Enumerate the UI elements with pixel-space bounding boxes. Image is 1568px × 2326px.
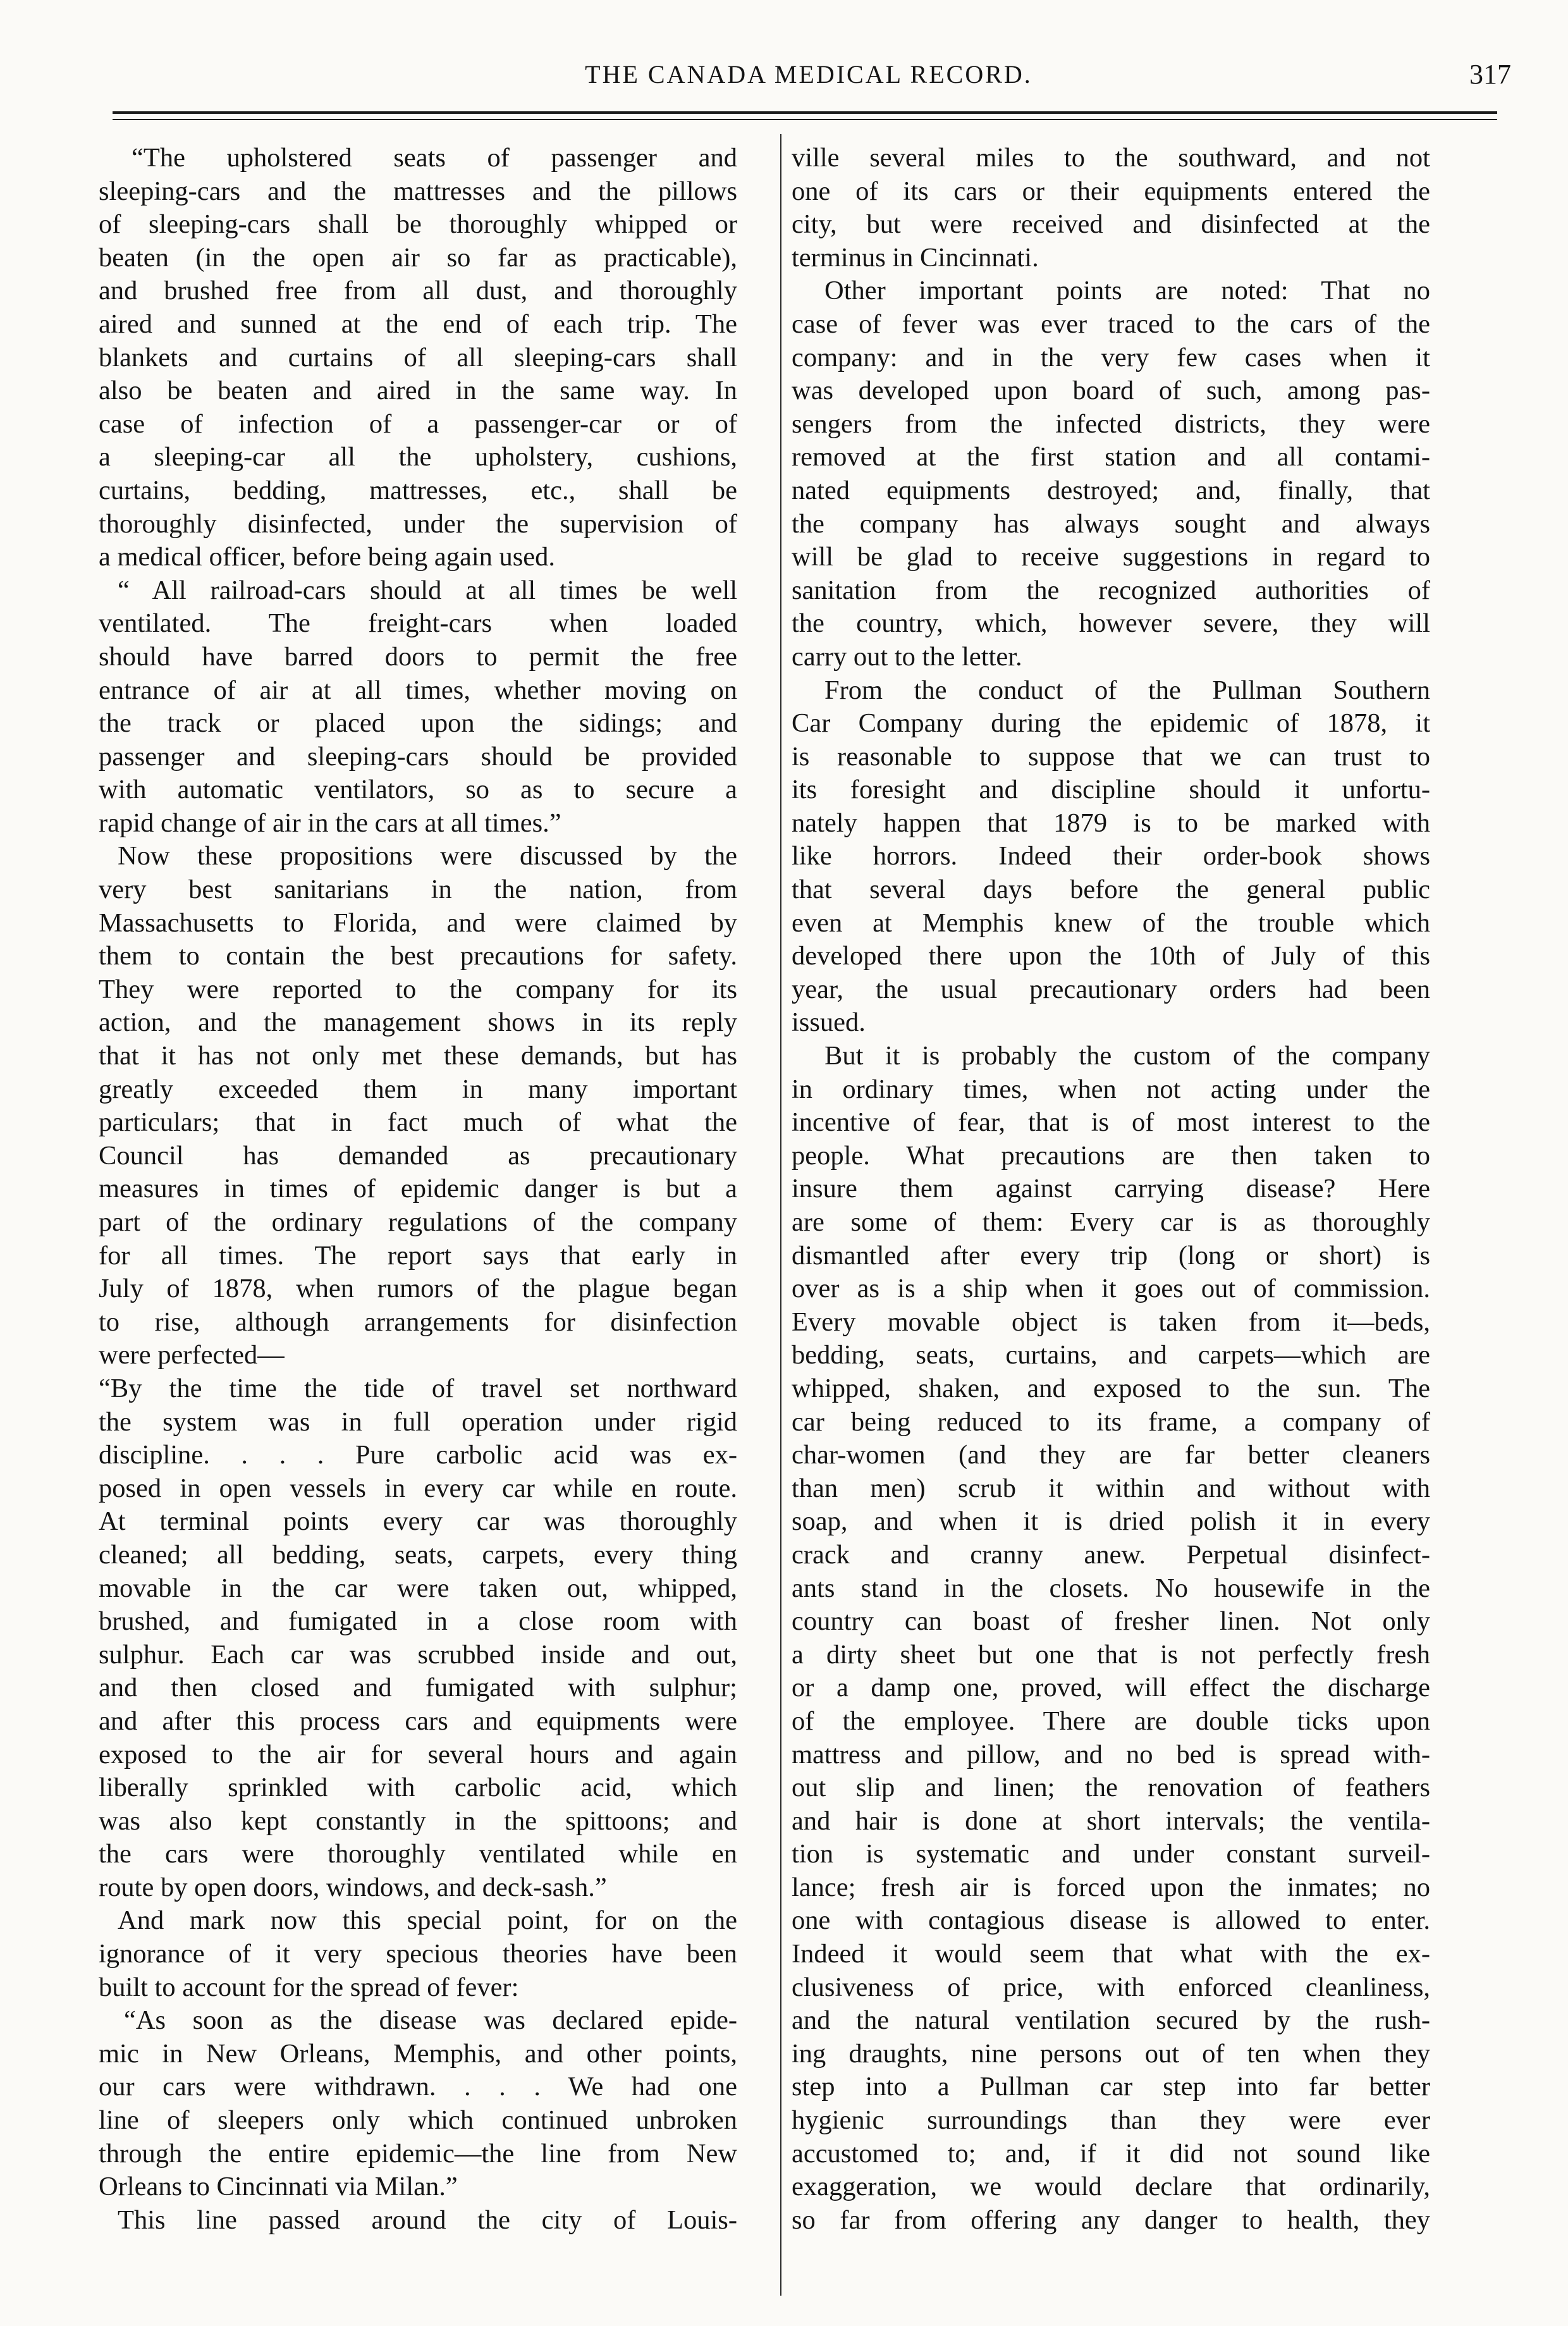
text-line: people. What precautions are then taken to xyxy=(792,1140,1430,1171)
text-line: particulars; that in fact much of what the xyxy=(99,1107,737,1138)
text-line: the cars were thoroughly ventilated while en xyxy=(99,1839,737,1869)
text-line: sengers from the infected districts, they were xyxy=(792,409,1430,439)
text-line: through the entire epidemic—the line from New xyxy=(99,2138,737,2169)
text-line: whipped, shaken, and exposed to the sun. The xyxy=(792,1373,1430,1403)
text-line: This line passed around the city of Louis- xyxy=(118,2205,737,2235)
text-line: “As soon as the disease was declared epide- xyxy=(124,2005,737,2036)
text-line: mattress and pillow, and no bed is spread with- xyxy=(792,1739,1430,1769)
page-number: 317 xyxy=(1469,59,1511,90)
text-line: ants stand in the closets. No housewife in the xyxy=(792,1573,1430,1603)
text-line: incentive of fear, that is of most interest to the xyxy=(792,1107,1430,1138)
text-line: Council has demanded as precautionary xyxy=(99,1140,737,1171)
text-line: entrance of air at all times, whether moving on xyxy=(99,675,737,705)
text-line: rapid change of air in the cars at all times.” xyxy=(99,808,561,838)
text-line: is reasonable to suppose that we can trust to xyxy=(792,741,1430,772)
text-line: the track or placed upon the sidings; and xyxy=(99,708,737,739)
text-line: that several days before the general public xyxy=(792,875,1430,905)
text-line: part of the ordinary regulations of the company xyxy=(99,1207,737,1237)
text-line: for all times. The report says that early in xyxy=(99,1240,737,1271)
text-line: posed in open vessels in every car while en route. xyxy=(99,1473,737,1503)
text-line: and then closed and fumigated with sulphur; xyxy=(99,1673,737,1703)
text-line: our cars were withdrawn. . . . We had one xyxy=(99,2072,737,2102)
text-line: sleeping-cars and the mattresses and the pillows xyxy=(99,176,737,206)
text-line: in ordinary times, when not acting under the xyxy=(792,1074,1430,1104)
text-line: carry out to the letter. xyxy=(792,641,1022,672)
text-line: tion is systematic and under constant surveil- xyxy=(792,1839,1430,1869)
text-line: that it has not only met these demands, but has xyxy=(99,1041,737,1071)
text-line: exposed to the air for several hours and again xyxy=(99,1739,737,1769)
text-line: thoroughly disinfected, under the supervision of xyxy=(99,508,737,539)
text-line: accustomed to; and, if it did not sound like xyxy=(792,2138,1430,2169)
text-line: route by open doors, windows, and deck-sash.” xyxy=(99,1872,607,1902)
text-line: Massachusetts to Florida, and were claimed by xyxy=(99,908,737,938)
text-line: a medical officer, before being again used. xyxy=(99,542,556,572)
text-line: Every movable object is taken from it—beds, xyxy=(792,1307,1430,1337)
text-line: Car Company during the epidemic of 1878, it xyxy=(792,708,1430,739)
text-line: step into a Pullman car step into far better xyxy=(792,2072,1430,2102)
text-line: measures in times of epidemic danger is but a xyxy=(99,1174,737,1204)
text-line: ventilated. The freight-cars when loaded xyxy=(99,608,737,639)
text-line: built to account for the spread of fever: xyxy=(99,1972,519,2002)
text-line: exaggeration, we would declare that ordinarily, xyxy=(792,2172,1430,2202)
text-line: ing draughts, nine persons out of ten when they xyxy=(792,2038,1430,2069)
text-line: passenger and sleeping-cars should be provided xyxy=(99,741,737,772)
text-line: to rise, although arrangements for disinfection xyxy=(99,1307,737,1337)
text-line: nately happen that 1879 is to be marked with xyxy=(792,808,1430,838)
text-line: case of fever was ever traced to the cars of the xyxy=(792,309,1430,339)
text-line: company: and in the very few cases when it xyxy=(792,342,1430,372)
text-line: of sleeping-cars shall be thoroughly whipped or xyxy=(99,209,737,240)
right-column xyxy=(792,142,1430,2237)
text-line: developed there upon the 10th of July of this xyxy=(792,941,1430,971)
text-line: Other important points are noted: That no xyxy=(824,276,1430,306)
text-line: insure them against carrying disease? Here xyxy=(792,1174,1430,1204)
text-line: They were reported to the company for its xyxy=(99,974,737,1004)
page-header xyxy=(106,53,1511,97)
text-line: ignorance of it very specious theories have been xyxy=(99,1939,737,1969)
text-line: “ All railroad-cars should at all times be well xyxy=(118,575,737,605)
text-line: over as is a ship when it goes out of commission. xyxy=(792,1274,1430,1304)
text-line: case of infection of a passenger-car or of xyxy=(99,409,737,439)
text-line: nated equipments destroyed; and, finally, that xyxy=(792,475,1430,505)
header-rule-thick xyxy=(113,111,1497,114)
text-line: and the natural ventilation secured by the rush- xyxy=(792,2005,1430,2036)
text-line: Now these propositions were discussed by the xyxy=(118,841,737,871)
text-line: and after this process cars and equipments were xyxy=(99,1706,737,1736)
text-line: movable in the car were taken out, whipped, xyxy=(99,1573,737,1603)
text-line: mic in New Orleans, Memphis, and other points, xyxy=(99,2038,737,2069)
text-line: issued. xyxy=(792,1007,866,1038)
text-line: a dirty sheet but one that is not perfectly fresh xyxy=(792,1639,1430,1670)
text-line: Orleans to Cincinnati via Milan.” xyxy=(99,2172,458,2202)
text-line: so far from offering any danger to health, they xyxy=(792,2205,1430,2235)
text-line: sanitation from the recognized authorities of xyxy=(792,575,1430,605)
text-line: even at Memphis knew of the trouble which xyxy=(792,908,1430,938)
text-line: ville several miles to the southward, and not xyxy=(792,143,1430,173)
text-line: blankets and curtains of all sleeping-cars shall xyxy=(99,342,737,372)
text-line: one with contagious disease is allowed to enter. xyxy=(792,1905,1430,1936)
text-line: its foresight and discipline should it unfortu- xyxy=(792,775,1430,805)
text-line: were perfected— xyxy=(99,1340,285,1370)
text-line: will be glad to receive suggestions in regard to xyxy=(792,542,1430,572)
text-line: “The upholstered seats of passenger and xyxy=(132,143,737,173)
text-line: also be beaten and aired in the same way. In xyxy=(99,376,737,406)
text-line: or a damp one, proved, will effect the discharge xyxy=(792,1673,1430,1703)
text-line: very best sanitarians in the nation, from xyxy=(99,875,737,905)
text-line: At terminal points every car was thoroughly xyxy=(99,1506,737,1537)
text-line: out slip and linen; the renovation of feathers xyxy=(792,1773,1430,1803)
text-line: greatly exceeded them in many important xyxy=(99,1074,737,1104)
text-line: than men) scrub it within and without with xyxy=(792,1473,1430,1503)
text-line: was also kept constantly in the spittoons; and xyxy=(99,1806,737,1836)
text-line: one of its cars or their equipments entered the xyxy=(792,176,1430,206)
text-line: and brushed free from all dust, and thoroughly xyxy=(99,276,737,306)
text-line: them to contain the best precautions for safety. xyxy=(99,941,737,971)
text-line: removed at the first station and all contami- xyxy=(792,442,1430,472)
text-line: From the conduct of the Pullman Southern xyxy=(824,675,1430,705)
text-line: country can boast of fresher linen. Not only xyxy=(792,1606,1430,1637)
text-line: a sleeping-car all the upholstery, cushions, xyxy=(99,442,737,472)
text-line: car being reduced to its frame, a company of xyxy=(792,1406,1430,1437)
text-line: bedding, seats, curtains, and carpets—which are xyxy=(792,1340,1430,1370)
text-line: are some of them: Every car is as thoroughly xyxy=(792,1207,1430,1237)
text-line: But it is probably the custom of the company xyxy=(824,1041,1430,1071)
text-line: year, the usual precautionary orders had been xyxy=(792,974,1430,1004)
left-column xyxy=(99,142,737,2237)
text-line: of the employee. There are double ticks upon xyxy=(792,1706,1430,1736)
text-line: char-women (and they are far better cleaners xyxy=(792,1440,1430,1470)
text-line: the system was in full operation under rigid xyxy=(99,1406,737,1437)
column-divider xyxy=(780,134,781,2296)
text-line: aired and sunned at the end of each trip. The xyxy=(99,309,737,339)
text-line: curtains, bedding, mattresses, etc., shall be xyxy=(99,475,737,505)
text-line: action, and the management shows in its reply xyxy=(99,1007,737,1038)
text-line: with automatic ventilators, so as to secure a xyxy=(99,775,737,805)
text-line: the company has always sought and always xyxy=(792,508,1430,539)
text-line: liberally sprinkled with carbolic acid, which xyxy=(99,1773,737,1803)
text-line: was developed upon board of such, among pas- xyxy=(792,376,1430,406)
text-line: crack and cranny anew. Perpetual disinfect- xyxy=(792,1539,1430,1570)
text-line: brushed, and fumigated in a close room with xyxy=(99,1606,737,1637)
text-line: beaten (in the open air so far as practicable), xyxy=(99,242,737,273)
text-line: July of 1878, when rumors of the plague began xyxy=(99,1274,737,1304)
header-rule-thin xyxy=(113,119,1497,120)
text-line: clusiveness of price, with enforced cleanliness, xyxy=(792,1972,1430,2002)
text-line: city, but were received and disinfected at the xyxy=(792,209,1430,240)
text-line: And mark now this special point, for on the xyxy=(118,1905,737,1936)
text-line: discipline. . . . Pure carbolic acid was ex- xyxy=(99,1440,737,1470)
text-line: “By the time the tide of travel set northward xyxy=(99,1373,737,1403)
text-line: hygienic surroundings than they were ever xyxy=(792,2105,1430,2136)
running-title: THE CANADA MEDICAL RECORD. xyxy=(585,60,1032,89)
text-line: sulphur. Each car was scrubbed inside and out, xyxy=(99,1639,737,1670)
text-line: like horrors. Indeed their order-book shows xyxy=(792,841,1430,871)
text-line: soap, and when it is dried polish it in every xyxy=(792,1506,1430,1537)
text-line: dismantled after every trip (long or short) is xyxy=(792,1240,1430,1271)
text-line: should have barred doors to permit the free xyxy=(99,641,737,672)
text-line: cleaned; all bedding, seats, carpets, every thing xyxy=(99,1539,737,1570)
text-line: Indeed it would seem that what with the ex- xyxy=(792,1939,1430,1969)
text-line: and hair is done at short intervals; the ventila- xyxy=(792,1806,1430,1836)
text-line: line of sleepers only which continued unbroken xyxy=(99,2105,737,2136)
text-line: lance; fresh air is forced upon the inmates; no xyxy=(792,1872,1430,1902)
text-line: the country, which, however severe, they will xyxy=(792,608,1430,639)
text-line: terminus in Cincinnati. xyxy=(792,242,1039,273)
